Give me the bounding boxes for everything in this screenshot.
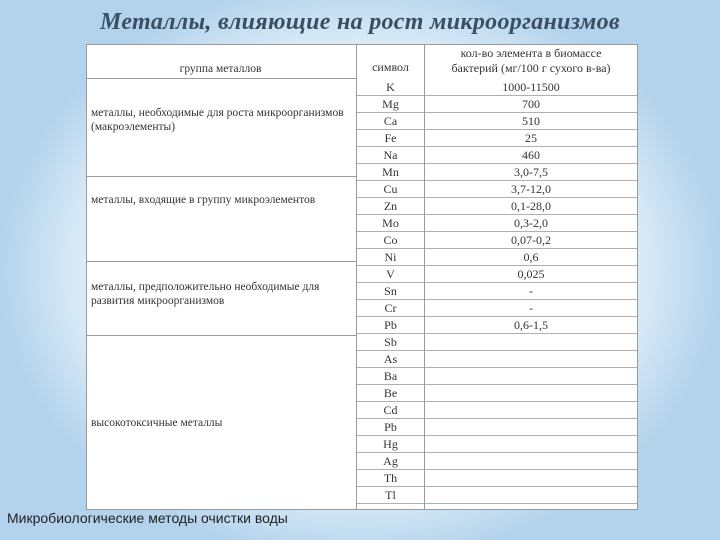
amount-cell: 0,3-2,0	[425, 215, 637, 232]
group-label: металлы, предположительно необходимые для развития микроорганизмов	[91, 281, 320, 307]
footer-caption: Микробиологические методы очистки воды	[7, 510, 288, 526]
symbol-cell: As	[357, 351, 424, 368]
amount-cell: 0,1-28,0	[425, 198, 637, 215]
symbol-column	[357, 45, 425, 509]
group-header: группа металлов	[179, 63, 262, 75]
symbol-cell: Ca	[357, 113, 424, 130]
symbol-cell: Ni	[357, 249, 424, 266]
amount-cell	[425, 487, 637, 504]
group-row	[87, 177, 356, 262]
amount-cell: 0,07-0,2	[425, 232, 637, 249]
group-row	[87, 262, 356, 336]
symbol-cell: Mo	[357, 215, 424, 232]
metals-table	[86, 44, 638, 510]
amount-cell: 0,6-1,5	[425, 317, 637, 334]
symbol-cell: Mn	[357, 164, 424, 181]
symbol-cell: Pb	[357, 317, 424, 334]
amount-cell: 510	[425, 113, 637, 130]
group-header-cell	[87, 45, 356, 79]
amount-cell	[425, 402, 637, 419]
symbol-cell: Fe	[357, 130, 424, 147]
symbol-cell: Be	[357, 385, 424, 402]
amount-column	[425, 45, 637, 509]
symbol-cell: Pb	[357, 419, 424, 436]
group-label: металлы, необходимые для роста микроорганизмов (макроэлементы)	[91, 107, 344, 133]
symbol-cell: Co	[357, 232, 424, 249]
amount-header	[425, 46, 637, 76]
symbol-cell: Th	[357, 470, 424, 487]
amount-cell	[425, 453, 637, 470]
amount-cell: -	[425, 283, 637, 300]
symbol-cell: Cr	[357, 300, 424, 317]
symbol-cell: Ba	[357, 368, 424, 385]
symbol-cell: Na	[357, 147, 424, 164]
amount-cell	[425, 436, 637, 453]
group-column	[87, 45, 357, 509]
amount-cell: 700	[425, 96, 637, 113]
amount-header-line: кол-во элемента в биомассе	[460, 46, 602, 60]
group-label: высокотоксичные металлы	[91, 417, 223, 429]
amount-cell: 3,7-12,0	[425, 181, 637, 198]
group-row	[87, 336, 356, 511]
symbol-cell: Hg	[357, 436, 424, 453]
symbol-cell: Ag	[357, 453, 424, 470]
amount-cell	[425, 419, 637, 436]
group-row	[87, 79, 356, 177]
symbol-cell: Tl	[357, 487, 424, 504]
symbol-cell: Cd	[357, 402, 424, 419]
symbol-header: символ	[372, 60, 409, 74]
symbol-cell: Sb	[357, 334, 424, 351]
symbol-cell: K	[357, 79, 424, 96]
amount-cell	[425, 385, 637, 402]
amount-cell: 25	[425, 130, 637, 147]
symbol-cell: Zn	[357, 198, 424, 215]
amount-cell: 0,025	[425, 266, 637, 283]
amount-cell: -	[425, 300, 637, 317]
amount-header-line: бактерий (мг/100 г сухого в-ва)	[451, 61, 611, 75]
symbol-cell: V	[357, 266, 424, 283]
symbol-cell: Cu	[357, 181, 424, 198]
amount-cell: 3,0-7,5	[425, 164, 637, 181]
amount-cell	[425, 368, 637, 385]
group-label: металлы, входящие в группу микроэлементов	[91, 194, 316, 206]
amount-cell	[425, 334, 637, 351]
amount-cell: 0,6	[425, 249, 637, 266]
symbol-cell: Sn	[357, 283, 424, 300]
amount-cell	[425, 470, 637, 487]
amount-cell: 1000-11500	[425, 79, 637, 96]
slide-title: Металлы, влияющие на рост микроорганизмов	[100, 9, 620, 35]
amount-cell	[425, 351, 637, 368]
amount-cell: 460	[425, 147, 637, 164]
symbol-cell: Mg	[357, 96, 424, 113]
